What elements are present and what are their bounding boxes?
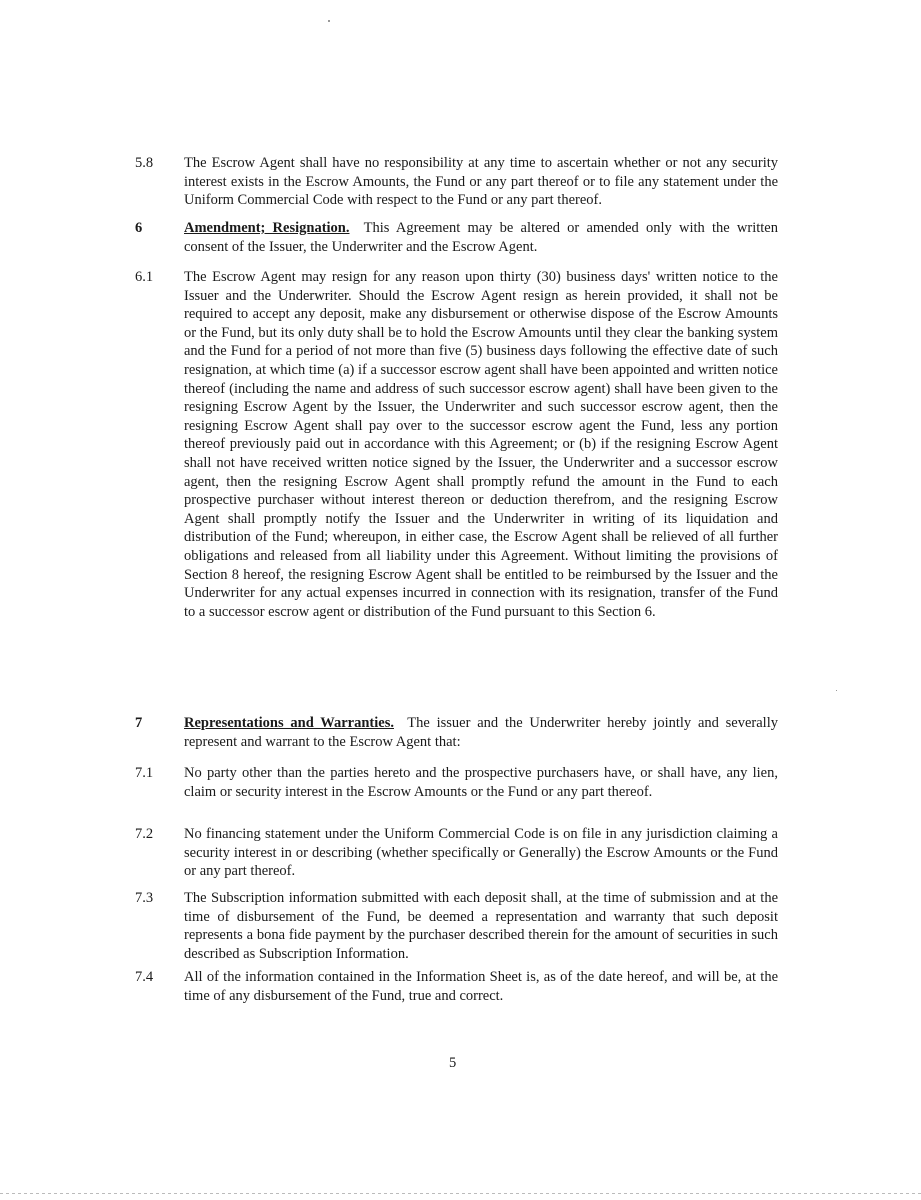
section-body: This Agreement may be altered or amended only with the written consent of the Issuer, the Underwriter and the Escrow Agent.: [184, 220, 778, 255]
section-number: 6.1: [135, 269, 154, 285]
section-number: 7.4: [135, 969, 154, 985]
section-number: 7.3: [135, 890, 154, 906]
section-number: 5.8: [135, 155, 154, 171]
section-text: The Escrow Agent may resign for any reason upon thirty (30) business days' written notice to the Issuer and the Underwriter. Should the Escrow Agent resign as herein provided, it shall not be required to accept any deposit, make any disbursement or otherwise dispose of the Escrow Amounts or the Fund, but its only duty shall be to hold the Escrow Amounts until they clear the banking system and the Fund for a period of not more than five (5) business days following the effective date of such resignation, at which time (a) if a successor escrow agent shall have been appointed and written notice thereof (including the name and address of such successor escrow agent) shall have been given to the resigning Escrow Agent by the Issuer, the Underwriter and such successor escrow agent, then the resigning Escrow Agent shall pay over to the successor escrow agent the Fund, less any portion thereof previously paid out in accordance with this Agreement; or (b) if the resigning Escrow Agent shall not have received written notice signed by the Issuer, the Underwriter and a successor escrow agent, then the resigning Escrow Agent shall promptly refund the amount in the Fund to each prospective purchaser without interest thereon or deduction therefrom, and the resigning Escrow Agent shall promptly notify the Issuer and the Underwriter in writing of its liquidation and distribution of the Fund; whereupon, in either case, the Escrow Agent shall be relieved of all further obligations and released from all liability under this Agreement. Without limiting the provisions of Section 8 hereof, the resigning Escrow Agent shall be entitled to be reimbursed by the Issuer and the Underwriter for any actual expenses incurred in connection with its resignation, transfer of the Fund to a successor escrow agent or distribution of the Fund pursuant to this Section 6.: [184, 269, 778, 620]
section-text: [184, 714, 778, 751]
section-number: 7.1: [135, 765, 154, 781]
section-number: 7: [135, 715, 143, 731]
section-number: 6: [135, 220, 143, 236]
section-heading: Representations and Warranties.: [184, 715, 394, 731]
page-number: 5: [449, 1055, 457, 1071]
scan-speck: [836, 690, 837, 691]
section-text: No financing statement under the Uniform Commercial Code is on file in any jurisdiction claiming a security interest in or describing (whether specifically or Generally) the Escrow Amounts or the Fund or any part thereof.: [184, 826, 778, 880]
section-text: No party other than the parties hereto and the prospective purchasers have, or shall have, any lien, claim or security interest in the Escrow Amounts or the Fund or any part thereof.: [184, 765, 778, 800]
section-text: [184, 219, 778, 256]
section-body: The issuer and the Underwriter hereby jointly and severally represent and warrant to the Escrow Agent that:: [184, 715, 778, 750]
section-text: All of the information contained in the Information Sheet is, as of the date hereof, and will be, at the time of any disbursement of the Fund, true and correct.: [184, 969, 778, 1004]
scan-speck: [328, 20, 330, 22]
section-text: The Escrow Agent shall have no responsibility at any time to ascertain whether or not any security interest exists in the Escrow Amounts, the Fund or any part thereof or to file any statement under the Uniform Commercial Code with respect to the Fund or any part thereof.: [184, 155, 778, 209]
section-text: The Subscription information submitted with each deposit shall, at the time of submission and at the time of disbursement of the Fund, be deemed a representation and warranty that such deposit represents a bona fide payment by the purchaser described therein for the amount of securities in such described as Subscription Information.: [184, 890, 778, 962]
scan-edge: [0, 1193, 921, 1194]
section-number: 7.2: [135, 826, 154, 842]
section-heading: Amendment; Resignation.: [184, 220, 350, 236]
